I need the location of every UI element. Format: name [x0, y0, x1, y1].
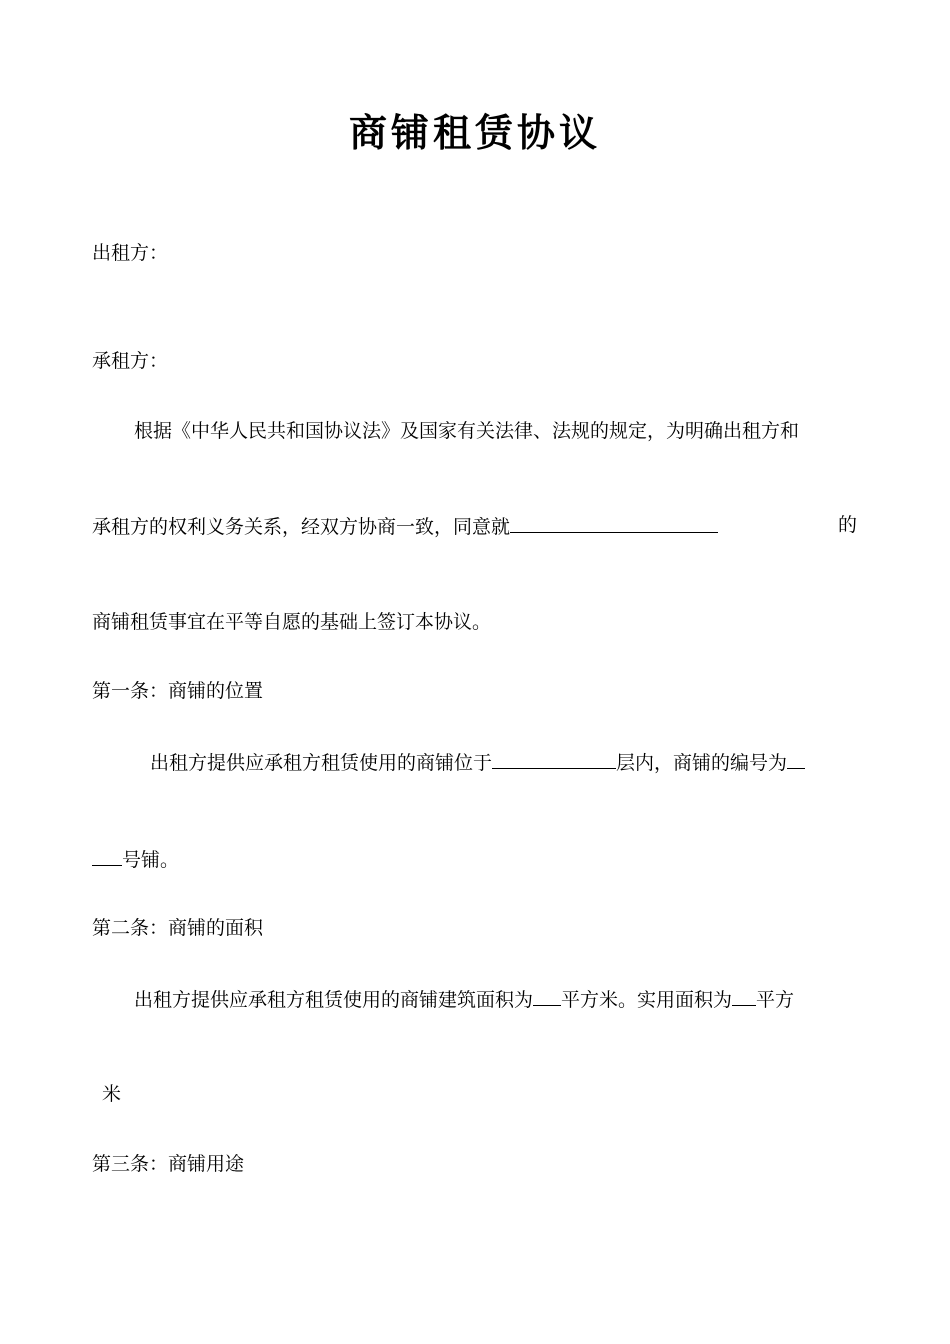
- article-3-heading: 第三条：商铺用途: [92, 1153, 245, 1175]
- article-2-line-1: [134, 985, 794, 1013]
- preamble-line-2-text: 承租方的权利义务关系，经双方协商一致，同意就: [92, 516, 511, 538]
- preamble-line-2: [92, 512, 718, 540]
- article-1-text-a: 出租方提供应承租方租赁使用的商铺位于: [150, 752, 493, 774]
- article-2-line-2: 米: [102, 1083, 122, 1105]
- article-2-text-c: 平方: [756, 989, 795, 1011]
- article-2-text-a: 出租方提供应承租方租赁使用的商铺建筑面积为: [134, 989, 534, 1011]
- preamble-line-3: 商铺租赁事宜在平等自愿的基础上签订本协议。: [92, 611, 492, 633]
- article-1-text-b: 层内，商铺的编号为: [616, 752, 788, 774]
- premises-blank: [510, 512, 718, 533]
- article-1-heading: 第一条：商铺的位置: [92, 680, 264, 702]
- article-2-text-b: 平方米。实用面积为: [561, 989, 733, 1011]
- article-1-line-2: [92, 845, 179, 873]
- article-1-line-1: [150, 748, 805, 776]
- lessee-label: 承租方：: [92, 350, 169, 372]
- document-title: 商铺租赁协议: [348, 110, 601, 155]
- building-area-blank: [533, 985, 561, 1006]
- preamble-line-2-end: 的: [838, 514, 858, 536]
- shop-number-blank-end: [92, 845, 122, 866]
- lessor-label: 出租方：: [92, 242, 169, 264]
- usable-area-blank: [732, 985, 756, 1006]
- article-1-line-2-text: 号铺。: [122, 849, 180, 871]
- preamble-line-1: 根据《中华人民共和国协议法》及国家有关法律、法规的规定，为明确出租方和: [134, 420, 800, 442]
- article-2-heading: 第二条：商铺的面积: [92, 917, 264, 939]
- shop-number-blank-start: [787, 748, 805, 769]
- floor-blank: [492, 748, 616, 769]
